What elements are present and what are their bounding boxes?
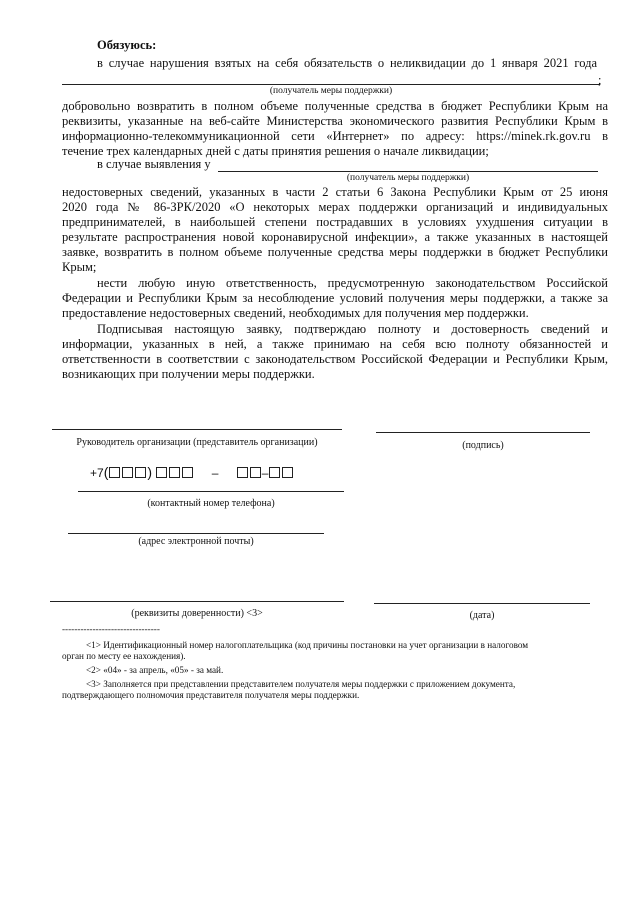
paren-open: ( xyxy=(103,464,109,480)
text-line: заявке, возвратить в полном объеме полученные средства меры поддержки в бюджет Республики xyxy=(62,245,608,259)
digit-box[interactable] xyxy=(169,467,180,478)
footnote-2: <2> «04» - за апрель, «05» - за май. xyxy=(86,665,224,675)
paren-close: ) xyxy=(147,464,153,480)
text-line: течение трех календарных дней с даты принятия решения о начале ликвидации; xyxy=(62,144,489,158)
signing-paragraph xyxy=(62,322,608,382)
digit-box[interactable] xyxy=(122,467,133,478)
phone-field[interactable] xyxy=(90,465,294,481)
text-line: возникающих при получении меры поддержки. xyxy=(62,367,315,381)
obligation-3 xyxy=(62,276,608,321)
digit-box[interactable] xyxy=(250,467,261,478)
obligation-2-body xyxy=(62,185,608,275)
text-line: 2020 года № 86-ЗРК/2020 «О некоторых мерах поддержки организаций и индивидуальных xyxy=(62,200,608,214)
footnote-3: <3> Заполняется при представлении представителем получателя меры поддержки с приложением документа, xyxy=(86,679,516,689)
text-line: Федерации и Республики Крым за несоблюдение условий получения меры поддержки, а также за xyxy=(62,291,608,305)
signature-line[interactable] xyxy=(376,432,590,433)
footnote-3-cont: подтверждающего полномочия представителя получателя меры поддержки. xyxy=(62,690,360,700)
date-line[interactable] xyxy=(374,603,590,604)
obligation-1-line: в случае нарушения взятых на себя обязательств о неликвидации до 1 января 2021 года xyxy=(97,56,597,70)
obligations-heading: Обязуюсь: xyxy=(97,38,157,52)
footnotes xyxy=(62,640,610,701)
poa-line[interactable] xyxy=(50,601,344,602)
head-label: Руководитель организации (представитель организации) xyxy=(76,437,318,448)
text-line: нести любую иную ответственность, предусмотренную законодательством Российской xyxy=(97,276,608,290)
obligation-2-lead: в случае выявления у xyxy=(97,157,211,171)
phone-label: (контактный номер телефона) xyxy=(147,498,275,509)
digit-box[interactable] xyxy=(135,467,146,478)
digit-box[interactable] xyxy=(156,467,167,478)
digit-box[interactable] xyxy=(109,467,120,478)
footnote-1-cont: орган по месту ее нахождения). xyxy=(62,651,186,661)
footnote-separator: -------------------------------- xyxy=(62,624,160,634)
recipient-caption-1: (получатель меры поддержки) xyxy=(269,86,393,96)
text-line: предпринимателей, в наибольшей степени пострадавших в условиях ухудшения ситуации в xyxy=(62,215,608,229)
email-line[interactable] xyxy=(68,533,324,534)
phone-line xyxy=(78,491,344,492)
recipient-line-2[interactable] xyxy=(218,171,598,172)
recipient-caption-2: (получатель меры поддержки) xyxy=(346,173,470,183)
semicolon: ; xyxy=(598,73,602,87)
text-line: информации, указанных в ней, а также принимаю на себя всю полноту обязанностей и xyxy=(62,337,608,351)
digit-box[interactable] xyxy=(269,467,280,478)
text-line: Крым; xyxy=(62,260,97,274)
text-line: добровольно возвратить в полном объеме полученные средства в бюджет Республики Крым на xyxy=(62,99,608,113)
poa-label: (реквизиты доверенности) <3> xyxy=(131,608,263,619)
text-line: предоставление недостоверных сведений, необходимых для получения мер поддержки. xyxy=(62,306,529,320)
text-line: информационно-телекоммуникационной сети «Интернет» по адресу: https://minek.rk.gov.ru в xyxy=(62,129,608,143)
signature-label: (подпись) xyxy=(462,440,504,451)
text-line: Подписывая настоящую заявку, подтверждаю полноту и достоверность сведений и xyxy=(97,322,608,336)
digit-box[interactable] xyxy=(237,467,248,478)
recipient-line-1[interactable] xyxy=(62,84,600,85)
digit-box[interactable] xyxy=(282,467,293,478)
dash: – xyxy=(211,466,219,480)
text-line: реквизиты, указанные на веб-сайте Министерства экономического развития Республики Крым в xyxy=(62,114,608,128)
email-label: (адрес электронной почты) xyxy=(138,536,254,547)
text-line: недостоверных сведений, указанных в части 2 статьи 6 Закона Республики Крым от 25 июня xyxy=(62,185,608,199)
phone-prefix: +7 xyxy=(90,466,104,480)
obligation-1-body xyxy=(62,99,608,159)
text-line: ответственности в соответствии с законодательством Российской Федерации и Республики Крым, xyxy=(62,352,608,366)
date-label: (дата) xyxy=(469,610,495,621)
head-name-line[interactable] xyxy=(52,429,342,430)
dash: – xyxy=(261,466,269,480)
digit-box[interactable] xyxy=(182,467,193,478)
footnote-1: <1> Идентификационный номер налогоплательщика (код причины постановки на учет организации в налоговом xyxy=(86,640,529,650)
text-line: результате распространения новой коронавирусной инфекции», а также указанных в настоящей xyxy=(62,230,608,244)
